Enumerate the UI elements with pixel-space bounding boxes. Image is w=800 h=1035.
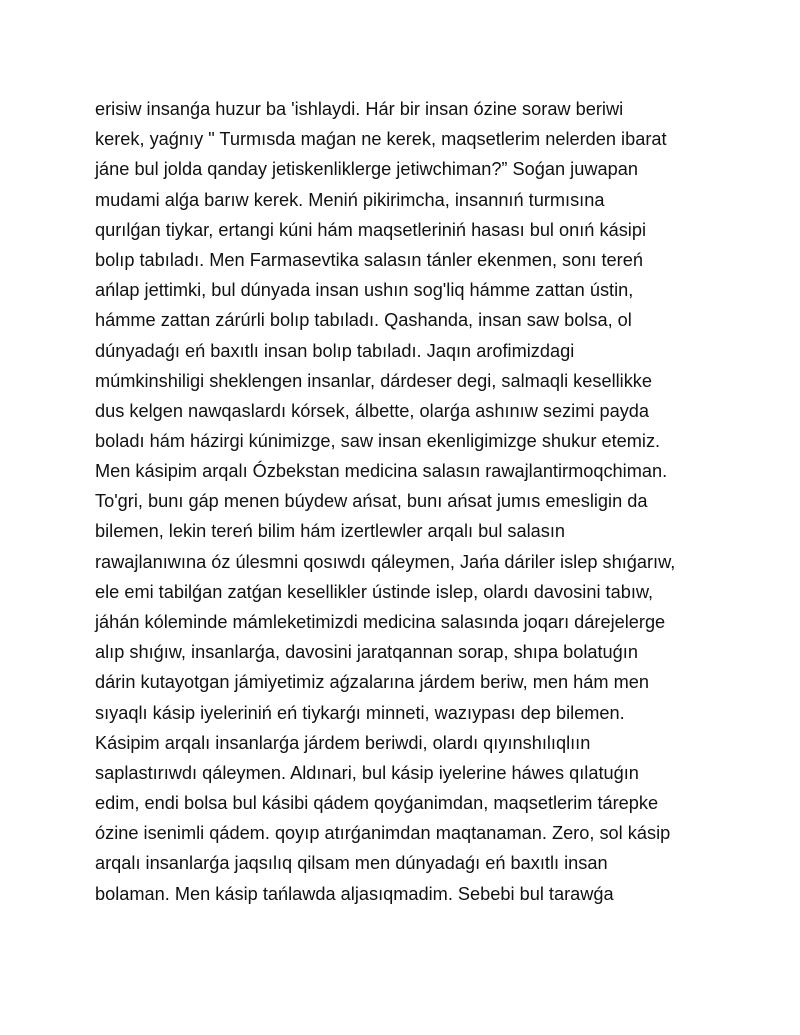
text-line: dus kelgen nawqaslardı kórsek, álbette, olarǵa ashınıw sezimi payda [95,400,650,421]
text-line: qurılǵan tiykar, ertangi kúni hám maqsetleriniń hasası bul onıń kásipi [95,219,646,240]
text-line: sıyaqlı kásip iyeleriniń eń tiykarǵı minneti, wazıypası dep bilemen. [95,702,625,723]
text-line: boladı hám házirgi kúnimizge, saw insan ekenligimizge shukur etemiz. [95,431,661,452]
text-line: jáhán kóleminde mámleketimizdi medicina salasında joqarı dárejelerge [95,611,666,632]
text-line: bilemen, lekin tereń bilim hám izertlewler arqalı bul salasın [95,521,566,542]
text-line: ańlap jettimki, bul dúnyada insan ushın sog'liq hámme zattan ústin, [95,280,634,301]
text-line: erisiw insanǵa huzur ba 'ishlaydi. Hár bir insan ózine soraw beriwi [95,99,624,119]
text-line: arqalı insanlarǵa jaqsılıq qilsam men dúnyadaǵı eń baxıtlı insan [95,853,608,874]
text-line: To'gri, bunı gáp menen búydew ańsat, bunı ańsat jumıs emesligin da [95,491,648,512]
text-line: Kásipim arqalı insanlarǵa járdem beriwdi, olardı qıyınshılıqlıın [95,732,591,753]
text-line: bolıp tabıladı. Men Farmasevtika salasın tánler ekenmen, sonı tereń [95,249,643,270]
text-line: jáne bul jolda qanday jetiskenliklerge jetiwchiman?” Soǵan juwapan [95,159,638,180]
text-line: hámme zattan zárúrli bolıp tabıladı. Qashanda, insan saw bolsa, ol [95,310,632,331]
text-line: saplastırıwdı qáleymen. Aldınari, bul kásip iyelerine háwes qılatuǵın [95,762,639,783]
text-line: kerek, yaǵnıy " Turmısda maǵan ne kerek, maqsetlerim nelerden ibarat [95,129,667,150]
text-line: ele emi tabilǵan zatǵan kesellikler ústinde islep, olardı davosini tabıw, [95,581,654,602]
text-line: múmkinshiligi sheklengen insanlar, dárdeser degi, salmaqli kesellikke [95,370,653,391]
text-line: edim, endi bolsa bul kásibi qádem qoyǵanimdan, maqsetlerim tárepke [95,793,659,814]
text-line: dárin kutayotgan jámiyetimiz aǵzalarına járdem beriw, men hám men [95,672,649,693]
paragraph-2 [95,456,735,909]
text-line: Men kásipim arqalı Ózbekstan medicina salasın rawajlantirmoqchiman. [95,461,668,481]
text-line: bolaman. Men kásip tańlawda aljasıqmadim. Sebebi bul tarawǵa [95,883,614,904]
text-line: rawajlanıwına óz úlesmni qosıwdı qáleymen, Jańa dáriler islep shıǵarıw, [95,551,676,572]
text-line: alıp shıǵıw, insanlarǵa, davosini jaratqannan sorap, shıpa bolatuǵın [95,642,638,663]
text-line: mudami alǵa barıw kerek. Meniń pikirimcha, insannıń turmısına [95,189,605,210]
text-line: ózine isenimli qádem. qoyıp atırǵanimdan maqtanaman. Zero, sol kásip [95,823,671,844]
paragraph-1 [95,94,735,456]
text-line: dúnyadaǵı eń baxıtlı insan bolıp tabıladı. Jaqın arofimizdagi [95,340,575,361]
